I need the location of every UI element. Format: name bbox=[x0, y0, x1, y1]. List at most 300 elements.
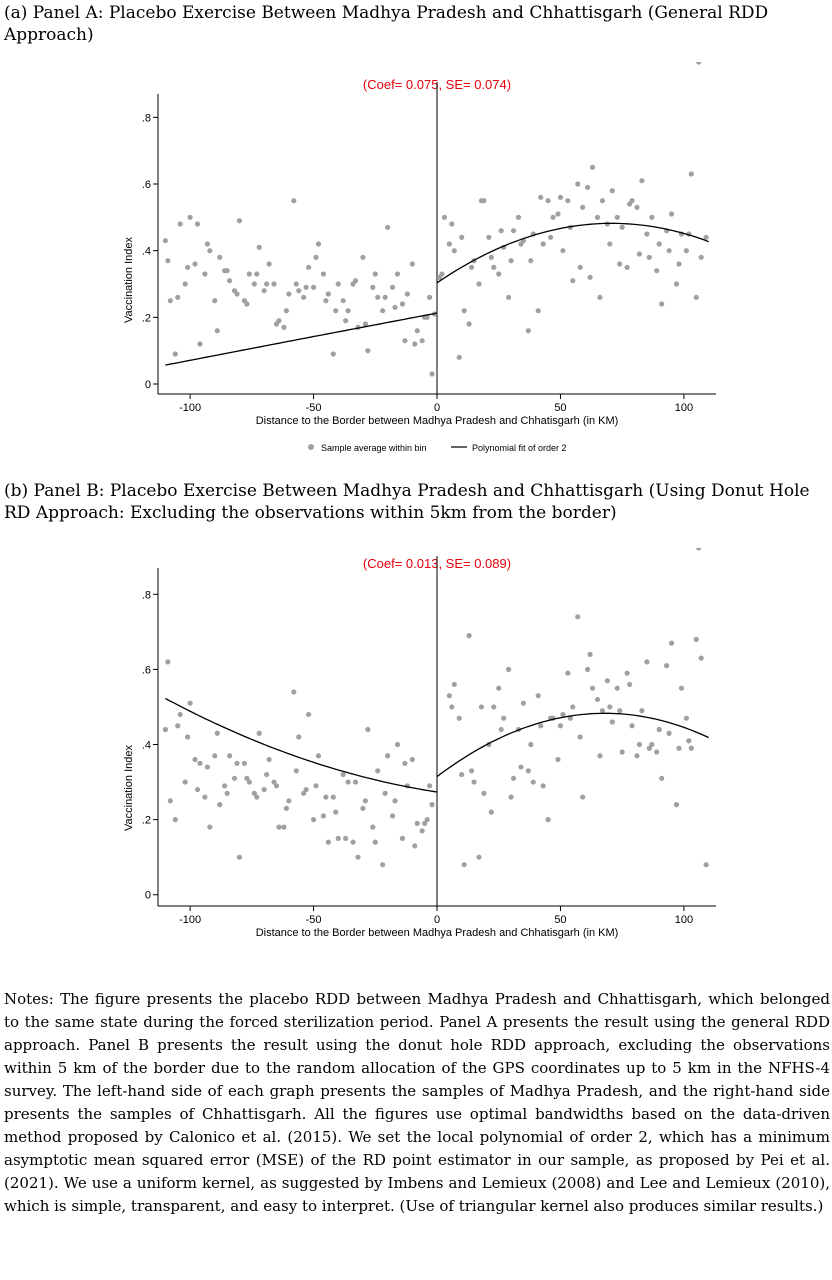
scatter-point bbox=[385, 753, 390, 758]
scatter-point bbox=[373, 840, 378, 845]
scatter-point bbox=[452, 682, 457, 687]
scatter-point bbox=[375, 295, 380, 300]
scatter-point bbox=[560, 248, 565, 253]
scatter-point bbox=[321, 271, 326, 276]
scatter-point bbox=[392, 798, 397, 803]
x-tick-label: -50 bbox=[305, 402, 322, 414]
scatter-point bbox=[353, 278, 358, 283]
scatter-point bbox=[617, 261, 622, 266]
scatter-point bbox=[679, 686, 684, 691]
scatter-point bbox=[541, 783, 546, 788]
scatter-point bbox=[326, 291, 331, 296]
scatter-point bbox=[499, 228, 504, 233]
scatter-point bbox=[654, 749, 659, 754]
scatter-point bbox=[301, 295, 306, 300]
panel-a-caption: (a) Panel A: Placebo Exercise Between Madhya Pradesh and Chhattisgarh (General RDD Approach) bbox=[4, 3, 769, 45]
scatter-point bbox=[296, 288, 301, 293]
scatter-point bbox=[587, 275, 592, 280]
scatter-point bbox=[489, 810, 494, 815]
scatter-point bbox=[511, 228, 516, 233]
scatter-point bbox=[704, 862, 709, 867]
scatter-point bbox=[313, 255, 318, 260]
scatter-point bbox=[415, 821, 420, 826]
scatter-point bbox=[183, 281, 188, 286]
x-tick-label: 100 bbox=[674, 402, 694, 414]
scatter-point bbox=[501, 716, 506, 721]
scatter-point bbox=[375, 768, 380, 773]
x-tick-label: 0 bbox=[433, 914, 441, 926]
scatter-point bbox=[343, 836, 348, 841]
scatter-point bbox=[528, 742, 533, 747]
scatter-point bbox=[466, 321, 471, 326]
scatter-point bbox=[447, 693, 452, 698]
scatter-point bbox=[192, 757, 197, 762]
scatter-point bbox=[639, 708, 644, 713]
scatter-point bbox=[341, 772, 346, 777]
scatter-point bbox=[207, 825, 212, 830]
scatter-point bbox=[558, 723, 563, 728]
scatter-point bbox=[237, 218, 242, 223]
x-tick-label: 50 bbox=[554, 914, 567, 926]
scatter-point bbox=[625, 671, 630, 676]
scatter-point bbox=[462, 308, 467, 313]
chart-b-x-axis-label: Distance to the Border between Madhya Pradesh and Chhatisgarh (in KM) bbox=[255, 927, 619, 939]
scatter-point bbox=[385, 225, 390, 230]
scatter-point bbox=[178, 712, 183, 717]
scatter-point bbox=[306, 265, 311, 270]
scatter-point bbox=[657, 241, 662, 246]
panel-b-caption: (b) Panel B: Placebo Exercise Between Madhya Pradesh and Chhattisgarh (Using Donut Hole RD Approach: Excluding the observations within 5km from the border) bbox=[4, 481, 810, 523]
scatter-point bbox=[585, 667, 590, 672]
x-tick-label: -100 bbox=[179, 914, 202, 926]
scatter-point bbox=[466, 633, 471, 638]
scatter-point bbox=[402, 761, 407, 766]
scatter-point bbox=[699, 255, 704, 260]
scatter-point bbox=[575, 614, 580, 619]
scatter-point bbox=[528, 258, 533, 263]
scatter-point bbox=[649, 215, 654, 220]
scatter-point bbox=[360, 806, 365, 811]
scatter-point bbox=[587, 652, 592, 657]
scatter-point bbox=[684, 248, 689, 253]
scatter-point bbox=[625, 265, 630, 270]
scatter-point bbox=[597, 753, 602, 758]
y-tick-label: .4 bbox=[141, 739, 151, 752]
scatter-point bbox=[696, 62, 701, 65]
scatter-point bbox=[244, 301, 249, 306]
chart-b-y-axis-label: Vaccination Index bbox=[123, 744, 135, 832]
panel-b-chart bbox=[0, 548, 832, 948]
scatter-point bbox=[205, 764, 210, 769]
scatter-point bbox=[264, 281, 269, 286]
scatter-point bbox=[234, 761, 239, 766]
chart-a-legend bbox=[308, 443, 567, 453]
scatter-point bbox=[173, 351, 178, 356]
scatter-point bbox=[546, 198, 551, 203]
scatter-point bbox=[360, 255, 365, 260]
scatter-point bbox=[704, 235, 709, 240]
scatter-point bbox=[452, 248, 457, 253]
scatter-point bbox=[284, 308, 289, 313]
scatter-point bbox=[252, 281, 257, 286]
scatter-point bbox=[644, 659, 649, 664]
y-tick-label: .6 bbox=[141, 664, 151, 677]
scatter-point bbox=[267, 757, 272, 762]
scatter-point bbox=[422, 821, 427, 826]
scatter-point bbox=[395, 742, 400, 747]
scatter-point bbox=[615, 215, 620, 220]
scatter-point bbox=[254, 794, 259, 799]
scatter-point bbox=[694, 637, 699, 642]
scatter-point bbox=[341, 298, 346, 303]
scatter-point bbox=[476, 281, 481, 286]
scatter-point bbox=[550, 215, 555, 220]
scatter-point bbox=[254, 271, 259, 276]
y-tick-label: 0 bbox=[144, 889, 151, 902]
scatter-point bbox=[471, 779, 476, 784]
scatter-point bbox=[274, 321, 279, 326]
scatter-point bbox=[511, 776, 516, 781]
scatter-point bbox=[469, 265, 474, 270]
scatter-point bbox=[518, 241, 523, 246]
scatter-point bbox=[600, 708, 605, 713]
scatter-point bbox=[496, 271, 501, 276]
scatter-point bbox=[516, 215, 521, 220]
scatter-point bbox=[555, 757, 560, 762]
scatter-point bbox=[548, 235, 553, 240]
scatter-point bbox=[427, 783, 432, 788]
y-tick-label: 0 bbox=[144, 379, 151, 391]
scatter-point bbox=[281, 825, 286, 830]
scatter-point bbox=[639, 178, 644, 183]
legend-fit-label: Polynomial fit of order 2 bbox=[472, 443, 567, 453]
scatter-point bbox=[657, 727, 662, 732]
scatter-point bbox=[390, 813, 395, 818]
scatter-point bbox=[521, 701, 526, 706]
fit-line-left bbox=[165, 313, 437, 365]
scatter-point bbox=[526, 328, 531, 333]
scatter-point bbox=[257, 245, 262, 250]
scatter-point bbox=[674, 802, 679, 807]
scatter-point bbox=[247, 271, 252, 276]
scatter-point bbox=[647, 746, 652, 751]
scatter-point bbox=[355, 855, 360, 860]
scatter-point bbox=[343, 318, 348, 323]
scatter-point bbox=[617, 708, 622, 713]
scatter-point bbox=[538, 195, 543, 200]
scatter-point bbox=[666, 731, 671, 736]
scatter-point bbox=[595, 697, 600, 702]
scatter-point bbox=[262, 787, 267, 792]
scatter-point bbox=[390, 285, 395, 290]
scatter-point bbox=[449, 221, 454, 226]
scatter-point bbox=[610, 719, 615, 724]
scatter-point bbox=[168, 298, 173, 303]
scatter-point bbox=[392, 305, 397, 310]
scatter-point bbox=[291, 689, 296, 694]
scatter-point bbox=[689, 171, 694, 176]
scatter-point bbox=[659, 301, 664, 306]
scatter-point bbox=[197, 341, 202, 346]
scatter-point bbox=[508, 258, 513, 263]
scatter-point bbox=[225, 791, 230, 796]
scatter-point bbox=[311, 817, 316, 822]
scatter-point bbox=[304, 285, 309, 290]
scatter-point bbox=[508, 794, 513, 799]
scatter-point bbox=[227, 278, 232, 283]
scatter-point bbox=[570, 278, 575, 283]
scatter-point bbox=[429, 802, 434, 807]
scatter-point bbox=[565, 198, 570, 203]
scatter-point bbox=[323, 298, 328, 303]
scatter-point bbox=[380, 862, 385, 867]
scatter-point bbox=[686, 738, 691, 743]
scatter-point bbox=[306, 712, 311, 717]
scatter-point bbox=[580, 205, 585, 210]
scatter-point bbox=[457, 355, 462, 360]
scatter-point bbox=[402, 338, 407, 343]
chart-b-annotation: (Coef= 0.013, SE= 0.089) bbox=[362, 556, 512, 571]
scatter-point bbox=[496, 686, 501, 691]
scatter-point bbox=[395, 271, 400, 276]
scatter-point bbox=[262, 288, 267, 293]
scatter-point bbox=[192, 261, 197, 266]
x-tick-label: 50 bbox=[554, 402, 567, 414]
scatter-point bbox=[173, 817, 178, 822]
scatter-point bbox=[476, 855, 481, 860]
scatter-point bbox=[420, 828, 425, 833]
scatter-point bbox=[232, 776, 237, 781]
scatter-point bbox=[457, 716, 462, 721]
scatter-point bbox=[383, 791, 388, 796]
chart-a-x-axis-label: Distance to the Border between Madhya Pradesh and Chhatisgarh (in KM) bbox=[255, 415, 619, 427]
scatter-point bbox=[449, 704, 454, 709]
scatter-point bbox=[469, 768, 474, 773]
scatter-point bbox=[225, 268, 230, 273]
scatter-point bbox=[291, 198, 296, 203]
scatter-point bbox=[244, 776, 249, 781]
y-tick-label: .2 bbox=[141, 814, 151, 827]
scatter-point bbox=[546, 817, 551, 822]
scatter-point bbox=[205, 241, 210, 246]
scatter-point bbox=[637, 251, 642, 256]
scatter-point bbox=[296, 734, 301, 739]
scatter-point bbox=[674, 281, 679, 286]
scatter-point bbox=[215, 731, 220, 736]
scatter-point bbox=[565, 671, 570, 676]
chart-a-annotation: (Coef= 0.075, SE= 0.074) bbox=[362, 77, 512, 92]
x-tick-label: 0 bbox=[433, 402, 441, 414]
scatter-point bbox=[400, 836, 405, 841]
y-tick-label: .4 bbox=[141, 245, 151, 258]
scatter-point bbox=[620, 749, 625, 754]
scatter-point bbox=[580, 794, 585, 799]
scatter-point bbox=[597, 295, 602, 300]
scatter-point bbox=[415, 328, 420, 333]
scatter-point bbox=[333, 810, 338, 815]
scatter-point bbox=[696, 548, 701, 551]
scatter-point bbox=[526, 768, 531, 773]
scatter-point bbox=[578, 265, 583, 270]
scatter-point bbox=[610, 188, 615, 193]
scatter-point bbox=[459, 772, 464, 777]
scatter-point bbox=[331, 351, 336, 356]
y-tick-label: .2 bbox=[141, 312, 151, 325]
scatter-point bbox=[620, 225, 625, 230]
scatter-point bbox=[555, 211, 560, 216]
scatter-point bbox=[462, 862, 467, 867]
scatter-point bbox=[346, 779, 351, 784]
scatter-point bbox=[570, 704, 575, 709]
scatter-point bbox=[333, 308, 338, 313]
scatter-point bbox=[311, 285, 316, 290]
scatter-point bbox=[178, 221, 183, 226]
scatter-point bbox=[447, 241, 452, 246]
scatter-point bbox=[439, 271, 444, 276]
scatter-point bbox=[383, 295, 388, 300]
scatter-point bbox=[518, 764, 523, 769]
scatter-point bbox=[676, 746, 681, 751]
scatter-point bbox=[590, 686, 595, 691]
scatter-point bbox=[336, 281, 341, 286]
scatter-point bbox=[486, 235, 491, 240]
scatter-point bbox=[316, 241, 321, 246]
scatter-point bbox=[286, 291, 291, 296]
scatter-point bbox=[346, 308, 351, 313]
scatter-point bbox=[212, 298, 217, 303]
scatter-point bbox=[380, 308, 385, 313]
scatter-point bbox=[644, 231, 649, 236]
scatter-point bbox=[304, 787, 309, 792]
scatter-point bbox=[536, 693, 541, 698]
scatter-point bbox=[669, 211, 674, 216]
scatter-point bbox=[373, 271, 378, 276]
scatter-point bbox=[506, 667, 511, 672]
scatter-point bbox=[313, 783, 318, 788]
scatter-point bbox=[257, 731, 262, 736]
scatter-point bbox=[607, 704, 612, 709]
scatter-point bbox=[217, 802, 222, 807]
scatter-point bbox=[323, 794, 328, 799]
scatter-point bbox=[405, 291, 410, 296]
scatter-point bbox=[634, 205, 639, 210]
scatter-point bbox=[684, 716, 689, 721]
scatter-point bbox=[163, 727, 168, 732]
scatter-point bbox=[187, 701, 192, 706]
scatter-point bbox=[615, 686, 620, 691]
scatter-point bbox=[654, 268, 659, 273]
scatter-point bbox=[627, 201, 632, 206]
scatter-point bbox=[699, 656, 704, 661]
scatter-point bbox=[336, 836, 341, 841]
figure-notes: Notes: The figure presents the placebo RDD between Madhya Pradesh and Chhattisgarh, which belonged to the same state during the forced sterilization period. Panel A presents the result using the general RDD approach. Panel B presents the result using the donut hole RDD approach, excluding the observations within 5 km of the border due to the random allocation of the GPS coordinates up to 5 km in the NFHS-4 survey. The left-hand side of each graph presents the samples of Madhya Pradesh, and the right-hand side presents the samples of Chhattisgarh. All the figures use optimal bandwidths based on the data-driven method proposed by Calonico et al. (2015). We set the local polynomial of order 2, which has a minimum asymptotic mean squared error (MSE) of the RD point estimator in our sample, as proposed by Pei et al. (2021). We use a uniform kernel, as suggested by Imbens and Lemieux (2008) and Lee and Lemieux (2010), which is simple, transparent, and easy to interpret. (Use of triangular kernel also produces similar results.) bbox=[4, 990, 830, 1215]
scatter-point bbox=[286, 798, 291, 803]
scatter-point bbox=[575, 181, 580, 186]
scatter-point bbox=[222, 783, 227, 788]
scatter-point bbox=[590, 165, 595, 170]
scatter-point bbox=[585, 185, 590, 190]
scatter-point bbox=[202, 271, 207, 276]
x-tick-label: -100 bbox=[179, 402, 202, 414]
panel-a-chart bbox=[0, 62, 832, 462]
scatter-point bbox=[491, 704, 496, 709]
scatter-point bbox=[175, 295, 180, 300]
x-tick-label: -50 bbox=[305, 914, 322, 926]
scatter-point bbox=[212, 753, 217, 758]
scatter-point bbox=[410, 261, 415, 266]
chart-a-plot-area bbox=[142, 62, 716, 414]
scatter-point bbox=[627, 682, 632, 687]
scatter-point bbox=[429, 371, 434, 376]
scatter-point bbox=[234, 291, 239, 296]
scatter-point bbox=[294, 768, 299, 773]
scatter-point bbox=[689, 746, 694, 751]
scatter-point bbox=[294, 281, 299, 286]
scatter-point bbox=[479, 704, 484, 709]
scatter-point bbox=[365, 727, 370, 732]
scatter-point bbox=[412, 341, 417, 346]
scatter-point bbox=[637, 742, 642, 747]
scatter-point bbox=[578, 734, 583, 739]
scatter-point bbox=[541, 241, 546, 246]
scatter-point bbox=[491, 265, 496, 270]
scatter-point bbox=[195, 221, 200, 226]
scatter-point bbox=[363, 798, 368, 803]
scatter-point bbox=[605, 678, 610, 683]
scatter-point bbox=[271, 281, 276, 286]
scatter-point bbox=[538, 723, 543, 728]
scatter-point bbox=[664, 663, 669, 668]
scatter-point bbox=[459, 235, 464, 240]
scatter-point bbox=[666, 248, 671, 253]
scatter-point bbox=[659, 776, 664, 781]
scatter-point bbox=[316, 753, 321, 758]
scatter-point bbox=[168, 798, 173, 803]
scatter-point bbox=[531, 779, 536, 784]
scatter-point bbox=[558, 195, 563, 200]
scatter-point bbox=[227, 753, 232, 758]
scatter-point bbox=[350, 840, 355, 845]
scatter-point bbox=[669, 641, 674, 646]
scatter-point bbox=[410, 757, 415, 762]
scatter-point bbox=[365, 348, 370, 353]
scatter-point bbox=[694, 295, 699, 300]
scatter-point bbox=[647, 255, 652, 260]
scatter-point bbox=[420, 338, 425, 343]
scatter-point bbox=[195, 787, 200, 792]
scatter-point bbox=[197, 761, 202, 766]
scatter-point bbox=[202, 794, 207, 799]
scatter-point bbox=[215, 328, 220, 333]
scatter-point bbox=[281, 325, 286, 330]
scatter-point bbox=[237, 855, 242, 860]
scatter-point bbox=[207, 248, 212, 253]
scatter-point bbox=[536, 308, 541, 313]
legend-points-label: Sample average within bin bbox=[321, 443, 427, 453]
chart-b-plot-area bbox=[142, 548, 716, 926]
scatter-point bbox=[284, 806, 289, 811]
scatter-point bbox=[629, 723, 634, 728]
scatter-point bbox=[442, 215, 447, 220]
scatter-point bbox=[370, 825, 375, 830]
scatter-point bbox=[165, 659, 170, 664]
scatter-point bbox=[331, 794, 336, 799]
scatter-point bbox=[412, 843, 417, 848]
scatter-point bbox=[187, 215, 192, 220]
scatter-point bbox=[217, 255, 222, 260]
scatter-point bbox=[607, 241, 612, 246]
scatter-point bbox=[163, 238, 168, 243]
